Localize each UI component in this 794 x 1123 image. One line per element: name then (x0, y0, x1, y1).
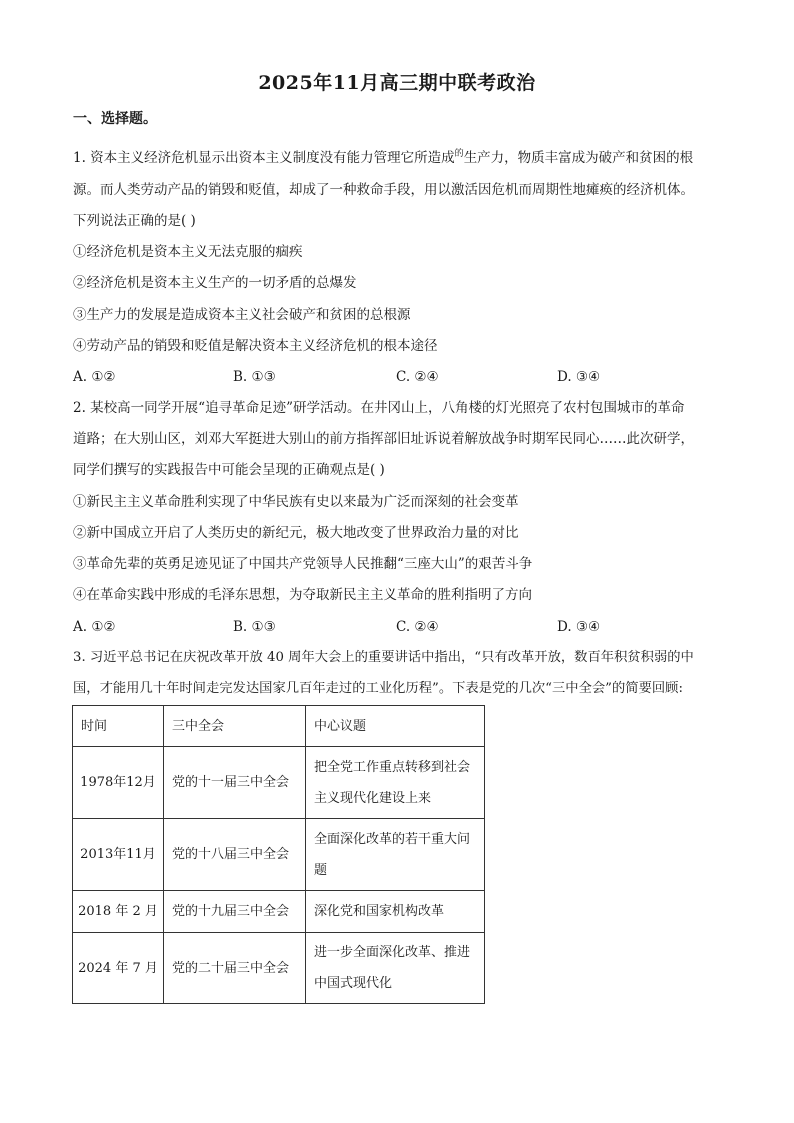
q2-statement-3: ③革命先辈的英勇足迹见证了中国共产党领导人民推翻“三座大山”的艰苦斗争 (73, 556, 533, 572)
q1-option-d[interactable]: D. ③④ (557, 369, 601, 385)
q2-stem-line-1: 2. 某校高一同学开展“追寻革命足迹”研学活动。在井冈山上，八角楼的灯光照亮了农村包围城市的革命 (73, 400, 685, 416)
q1-statement-1: ①经济危机是资本主义无法克服的痼疾 (73, 244, 303, 260)
table-row (73, 747, 485, 819)
q2-stem-line-3: 同学们撰写的实践报告中可能会呈现的正确观点是( ) (73, 462, 385, 478)
q2-statement-2: ②新中国成立开启了人类历史的新纪元，极大地改变了世界政治力量的对比 (73, 525, 519, 541)
q2-option-d[interactable]: D. ③④ (557, 619, 601, 635)
q1-stem-line-2: 源。而人类劳动产品的销毁和贬值，却成了一种救命手段，用以激活因危机而周期性地瘫痪的经济机体。 (73, 182, 694, 198)
q2-statement-1: ①新民主主义革命胜利实现了中华民族有史以来最为广泛而深刻的社会变革 (73, 494, 519, 510)
table-cell-plenum: 党的十一届三中全会 (164, 747, 306, 819)
q1-stem-line-3: 下列说法正确的是( ) (73, 213, 196, 229)
q1-option-a[interactable]: A. ①② (73, 369, 116, 385)
q2-option-b[interactable]: B. ①③ (233, 619, 276, 635)
table-cell-topic: 进一步全面深化改革、推进中国式现代化 (306, 933, 485, 1004)
table-header-cell: 时间 (73, 706, 164, 747)
table-cell-topic: 全面深化改革的若干重大问题 (306, 819, 485, 891)
q1-statement-4: ④劳动产品的销毁和贬值是解决资本主义经济危机的根本途径 (73, 338, 438, 354)
q2-stem-line-2: 道路；在大别山区，刘邓大军挺进大别山的前方指挥部旧址诉说着解放战争时期军民同心……此次研学， (73, 431, 694, 447)
table-cell-date: 2024 年 7 月 (73, 933, 164, 1004)
table-cell-date: 1978年12月 (73, 747, 164, 819)
q3-stem-line-1: 3. 习近平总书记在庆祝改革开放 40 周年大会上的重要讲话中指出，“只有改革开放，数百年积贫积弱的中 (73, 650, 694, 665)
table-cell-date: 2013年11月 (73, 819, 164, 891)
q2-option-a[interactable]: A. ①② (73, 619, 116, 635)
table-row (73, 819, 485, 891)
q2-statement-4: ④在革命实践中形成的毛泽东思想，为夺取新民主主义革命的胜利指明了方向 (73, 587, 532, 603)
table-cell-topic: 把全党工作重点转移到社会主义现代化建设上来 (306, 747, 485, 819)
page-title: 2025年11月高三期中联考政治 (258, 72, 536, 94)
q1-statement-2: ②经济危机是资本主义生产的一切矛盾的总爆发 (73, 275, 357, 291)
table-cell-plenum: 党的十八届三中全会 (164, 819, 306, 891)
section-heading: 一、选择题。 (73, 111, 157, 127)
table-header-row (73, 706, 485, 747)
q3-stem-line-2: 国，才能用几十年时间走完发达国家几百年走过的工业化历程”。下表是党的几次“三中全会”的简要回顾: (73, 681, 683, 696)
table-header-cell: 中心议题 (306, 706, 485, 747)
q1-statement-3: ③生产力的发展是造成资本主义社会破产和贫困的总根源 (73, 307, 411, 323)
table-header-cell: 三中全会 (164, 706, 306, 747)
table-cell-plenum: 党的二十届三中全会 (164, 933, 306, 1004)
q1-option-b[interactable]: B. ①③ (233, 369, 276, 385)
table-cell-date: 2018 年 2 月 (73, 891, 164, 933)
table-cell-topic: 深化党和国家机构改革 (306, 891, 485, 933)
q1-stem-line-1: 1. 资本主义经济危机显示出资本主义制度没有能力管理它所造成$^的$生产力，物质丰富成为破产和贫困的根 (73, 149, 694, 166)
q2-option-c[interactable]: C. ②④ (396, 619, 439, 635)
third-plenum-table (72, 705, 485, 1004)
table-row (73, 933, 485, 1004)
q1-option-c[interactable]: C. ②④ (396, 369, 439, 385)
table-row (73, 891, 485, 933)
table-cell-plenum: 党的十九届三中全会 (164, 891, 306, 933)
